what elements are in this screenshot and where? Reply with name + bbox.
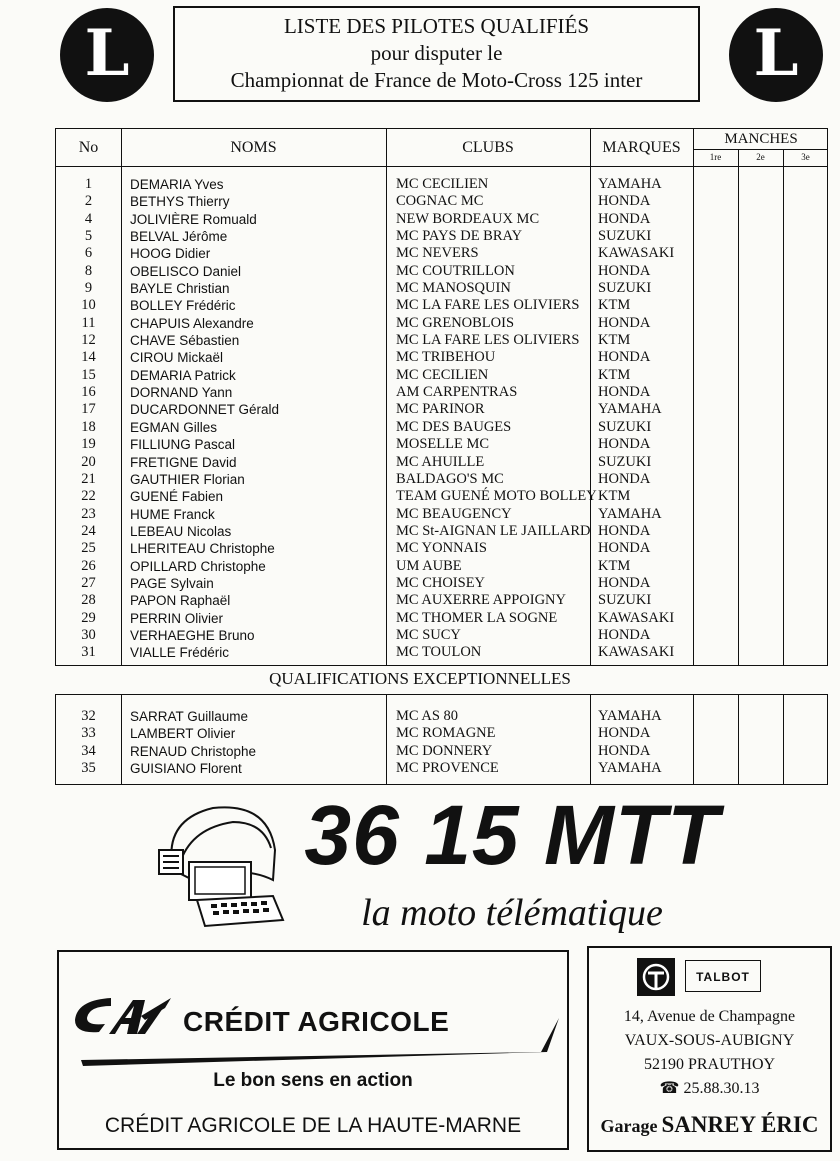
logo-letter: L (753, 16, 799, 91)
pilot-number: 10 (81, 297, 96, 314)
pilot-name: DUCARDONNET Gérald (130, 402, 280, 418)
pilot-club: MC CHOISEY (396, 574, 486, 591)
pilot-club: MC AHUILLE (396, 453, 485, 470)
pilot-brand: KAWASAKI (598, 245, 675, 262)
garage-title-name: SANREY ÉRIC (661, 1112, 819, 1137)
header-manche-3: 3e (801, 152, 810, 162)
pilot-club: MC AUXERRE APPOIGNY (396, 592, 566, 609)
pilot-number: 15 (81, 366, 96, 383)
pilot-name: EGMAN Gilles (130, 419, 218, 435)
pilot-number: 5 (84, 228, 93, 245)
table-row (56, 644, 827, 661)
pilot-brand: YAMAHA (598, 505, 662, 522)
pilot-number: 29 (81, 609, 96, 626)
pilot-number: 6 (84, 245, 93, 262)
table-row (56, 760, 827, 777)
pilot-name: CIROU Mickaël (130, 350, 224, 366)
ca-slogan: Le bon sens en action (213, 1070, 413, 1091)
pilot-name: HUME Franck (130, 506, 215, 522)
pilot-brand: YAMAHA (598, 401, 662, 418)
table-row (56, 297, 827, 314)
pilot-club: MC TRIBEHOU (396, 349, 496, 366)
header-manche-1: 1re (709, 152, 722, 162)
pilot-name: OPILLARD Christophe (130, 558, 266, 574)
pilot-name: OBELISCO Daniel (130, 263, 242, 279)
table-row (56, 176, 827, 193)
mtt-headline: 36 15 MTT (304, 788, 720, 882)
header-num: No (78, 138, 99, 156)
pilot-brand: HONDA (598, 725, 651, 742)
pilot-club: MC CECILIEN (396, 366, 489, 383)
pilot-brand: HONDA (598, 626, 651, 643)
table-row (56, 610, 827, 627)
title-line-3: Championnat de France de Moto-Cross 125 inter (230, 68, 643, 92)
pilot-number: 22 (81, 488, 96, 505)
garage-ad (587, 946, 832, 1152)
pilot-club: MC YONNAIS (396, 540, 487, 557)
pilot-brand: HONDA (598, 574, 651, 591)
pilot-number: 18 (81, 418, 96, 435)
exceptional-title: QUALIFICATIONS EXCEPTIONNELLES (269, 669, 571, 688)
pilot-name: VIALLE Frédéric (130, 645, 230, 661)
pilot-club: MC THOMER LA SOGNE (396, 609, 558, 626)
pilot-club: MC CECILIEN (396, 176, 489, 192)
pilot-name: DEMARIA Yves (130, 177, 224, 192)
pilot-brand: KTM (598, 557, 631, 574)
pilot-number: 24 (81, 522, 96, 539)
pilot-club: NEW BORDEAUX MC (396, 210, 540, 227)
table-row (56, 211, 827, 228)
garage-title (589, 1112, 830, 1138)
pilot-club: MOSELLE MC (396, 436, 490, 453)
table-row (56, 471, 827, 488)
pilot-number: 30 (81, 626, 96, 643)
pilot-number: 28 (81, 592, 96, 609)
pilot-brand: HONDA (598, 262, 651, 279)
table-row (56, 245, 827, 262)
ca-name: CRÉDIT AGRICOLE (183, 1006, 450, 1037)
pilot-name: GUISIANO Florent (130, 761, 242, 777)
pilot-brand: YAMAHA (598, 760, 662, 777)
table-row (56, 315, 827, 332)
pilot-number: 19 (81, 436, 96, 453)
pilot-brand: SUZUKI (598, 228, 652, 245)
pilot-club: UM AUBE (396, 557, 462, 574)
pilot-name: CHAPUIS Alexandre (130, 315, 254, 331)
pilot-club: MC TOULON (396, 644, 482, 661)
pilot-name: PERRIN Olivier (130, 610, 224, 626)
pilot-club: MC AS 80 (396, 708, 459, 724)
table-row (56, 436, 827, 453)
pilot-club: MC BEAUGENCY (396, 505, 512, 522)
talbot-brand: TALBOT (685, 960, 761, 992)
header-brands: MARQUES (602, 138, 681, 156)
pilot-club: MC NEVERS (396, 245, 479, 262)
pilot-brand: HONDA (598, 540, 651, 557)
pilot-brand: YAMAHA (598, 176, 662, 192)
table-row (56, 725, 827, 742)
pilot-club: MC LA FARE LES OLIVIERS (396, 332, 580, 349)
pilot-club: MC St-AIGNAN LE JAILLARD (396, 522, 591, 539)
table-row (56, 708, 827, 725)
pilot-number: 35 (81, 760, 96, 777)
table-row (56, 575, 827, 592)
pilot-brand: YAMAHA (598, 708, 662, 724)
pilot-name: PAPON Raphaël (130, 593, 231, 609)
pilot-number: 11 (81, 314, 96, 331)
table-row (56, 384, 827, 401)
logo-letter: L (84, 16, 130, 91)
pilot-brand: HONDA (598, 742, 651, 759)
table-row (56, 454, 827, 471)
pilot-brand: HONDA (598, 193, 651, 210)
pilot-club: MC GRENOBLOIS (396, 314, 515, 331)
pilot-name: JOLIVIÈRE Romuald (130, 211, 257, 227)
pilot-club: MC PAYS DE BRAY (396, 228, 523, 245)
table-row (56, 193, 827, 210)
pilot-club: MC DES BAUGES (396, 418, 512, 435)
table-row (56, 743, 827, 760)
pilot-club: MC MANOSQUIN (396, 280, 511, 297)
table-row (56, 627, 827, 644)
pilot-name: HOOG Didier (130, 246, 211, 262)
table-row (56, 401, 827, 418)
table-row (56, 228, 827, 245)
table-row (56, 367, 827, 384)
pilot-name: LEBEAU Nicolas (130, 523, 232, 539)
pilot-number: 1 (84, 176, 93, 192)
table-row (56, 488, 827, 505)
pilot-brand: HONDA (598, 436, 651, 453)
pilot-club: MC PARINOR (396, 401, 485, 418)
pilot-number: 27 (81, 574, 96, 591)
pilot-number: 32 (81, 708, 96, 724)
pilot-name: CHAVE Sébastien (130, 333, 240, 349)
pilot-number: 25 (81, 540, 96, 557)
ca-region: CRÉDIT AGRICOLE DE LA HAUTE-MARNE (104, 1114, 522, 1137)
pilot-number: 12 (81, 332, 96, 349)
pilot-brand: KTM (598, 488, 631, 505)
pilot-name: DEMARIA Patrick (130, 367, 236, 383)
pilot-name: FRETIGNE David (130, 454, 237, 470)
pilot-club: MC LA FARE LES OLIVIERS (396, 297, 580, 314)
pilot-number: 4 (84, 210, 93, 227)
pilot-brand: HONDA (598, 384, 651, 401)
logo-right (729, 8, 823, 102)
pilot-name: SARRAT Guillaume (130, 709, 249, 724)
pilot-name: GAUTHIER Florian (130, 471, 245, 487)
table-row (56, 558, 827, 575)
pilot-club: COGNAC MC (396, 193, 484, 210)
ca-logo-icon (71, 994, 183, 1038)
pilot-name: LAMBERT Olivier (130, 726, 236, 742)
table-row (56, 419, 827, 436)
pilot-brand: HONDA (598, 210, 651, 227)
pilot-number: 2 (84, 193, 93, 210)
pilot-club: MC ROMAGNE (396, 725, 496, 742)
mtt-subline: la moto télématique (361, 892, 663, 934)
pilot-name: BAYLE Christian (130, 281, 230, 297)
header-clubs: CLUBS (462, 138, 514, 156)
pilot-brand: KTM (598, 332, 631, 349)
title-box (173, 6, 700, 102)
garage-postal: 52190 PRAUTHOY (643, 1056, 776, 1073)
pilot-name: BELVAL Jérôme (130, 229, 228, 245)
pilot-number: 9 (84, 280, 93, 297)
pilot-name: BOLLEY Frédéric (130, 298, 236, 314)
pilot-number: 8 (84, 262, 93, 279)
exceptional-table (55, 694, 828, 785)
pilot-name: GUENÉ Fabien (130, 489, 224, 505)
pilot-brand: SUZUKI (598, 453, 652, 470)
header-manche-2: 2e (756, 152, 765, 162)
table-row (56, 523, 827, 540)
table-row (56, 332, 827, 349)
pilot-brand: KTM (598, 297, 631, 314)
pilot-name: BETHYS Thierry (130, 194, 230, 210)
pilot-brand: SUZUKI (598, 280, 652, 297)
pilot-number: 20 (81, 453, 96, 470)
pilot-name: VERHAEGHE Bruno (130, 627, 255, 643)
pilot-club: MC PROVENCE (396, 760, 499, 777)
table-row (56, 592, 827, 609)
pilot-name: DORNAND Yann (130, 385, 233, 401)
pilot-number: 16 (81, 384, 96, 401)
table-row (56, 280, 827, 297)
pilot-brand: HONDA (598, 522, 651, 539)
pilot-club: TEAM GUENÉ MOTO BOLLEY (396, 488, 597, 505)
pilot-name: PAGE Sylvain (130, 575, 214, 591)
table-row (56, 506, 827, 523)
table-row (56, 263, 827, 280)
logo-left (60, 8, 154, 102)
header-names: NOMS (230, 138, 277, 156)
pilot-number: 21 (81, 470, 96, 487)
header-manches: MANCHES (724, 131, 798, 147)
title-line-2: pour disputer le (370, 41, 503, 65)
pilot-number: 33 (81, 725, 96, 742)
table-row (56, 349, 827, 366)
title-line-1: LISTE DES PILOTES QUALIFIÉS (283, 14, 590, 38)
pilot-number: 17 (81, 401, 96, 418)
pilot-brand: KTM (598, 366, 631, 383)
garage-phone: ☎ 25.88.30.13 (659, 1080, 760, 1097)
pilot-name: FILLIUNG Pascal (130, 437, 236, 453)
pilot-name: LHERITEAU Christophe (130, 541, 275, 557)
pilot-brand: KAWASAKI (598, 644, 675, 661)
pilot-brand: HONDA (598, 470, 651, 487)
pilot-brand: HONDA (598, 349, 651, 366)
pilot-club: AM CARPENTRAS (396, 384, 518, 401)
pilot-name: RENAUD Christophe (130, 743, 257, 759)
garage-title-prefix: Garage (600, 1116, 658, 1136)
pilot-number: 23 (81, 505, 96, 522)
pilot-brand: HONDA (598, 314, 651, 331)
pilot-brand: KAWASAKI (598, 609, 675, 626)
pilot-number: 14 (81, 349, 96, 366)
pilots-rows (56, 176, 827, 662)
pilot-club: MC COUTRILLON (396, 262, 515, 279)
table-row (56, 540, 827, 557)
minitel-helmet-illustration (153, 800, 293, 930)
pilot-brand: SUZUKI (598, 592, 652, 609)
pilot-club: MC SUCY (396, 626, 461, 643)
pilot-club: BALDAGO'S MC (396, 470, 504, 487)
pilots-table (55, 128, 828, 666)
pilot-number: 26 (81, 557, 96, 574)
exceptional-rows (56, 708, 827, 777)
pilot-number: 31 (81, 644, 96, 661)
pilot-number: 34 (81, 742, 96, 759)
pilot-club: MC DONNERY (396, 742, 493, 759)
pilot-brand: SUZUKI (598, 418, 652, 435)
talbot-logo-icon (637, 958, 675, 996)
garage-city: VAUX-SOUS-AUBIGNY (624, 1032, 795, 1049)
credit-agricole-ad (57, 950, 569, 1150)
garage-address: 14, Avenue de Champagne (623, 1008, 796, 1025)
